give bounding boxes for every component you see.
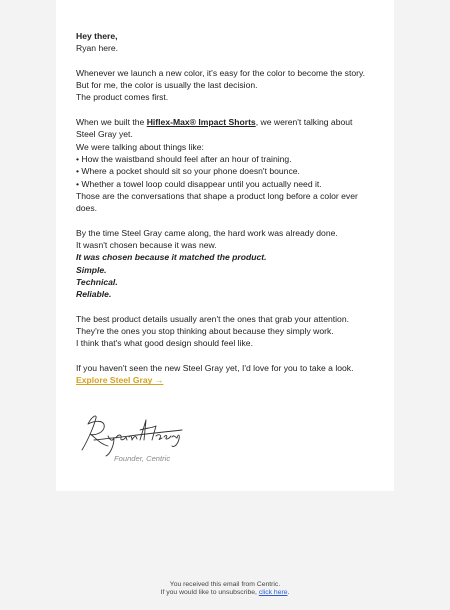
email-card — [56, 0, 394, 491]
para3-line: By the time Steel Gray came along, the hard work was already done. — [76, 227, 338, 238]
footer-line — [0, 589, 450, 597]
emphasis-line: It was chosen because it matched the product. — [76, 252, 267, 263]
para2-before: When we built the — [76, 117, 147, 128]
para1-line: But for me, the color is usually the last decision. — [76, 80, 258, 91]
product-link[interactable]: Hiflex-Max® Impact Shorts — [146, 117, 256, 128]
para2-line: We were talking about things like: — [76, 141, 204, 152]
footer-line: You received this email from Centric. — [169, 581, 281, 588]
bullet-item: • How the waistband should feel after an hour of training. — [76, 153, 292, 164]
greeting: Hey there, — [76, 31, 118, 41]
signature-image — [74, 410, 184, 458]
footer-period: . — [287, 589, 290, 597]
para1-line: The product comes first. — [76, 92, 169, 103]
para4-line: They're the ones you stop thinking about because they simply work. — [76, 326, 334, 337]
unsubscribe-link[interactable]: click here — [258, 589, 288, 597]
emphasis-line: Simple. — [76, 264, 107, 275]
bullet-item: • Where a pocket should sit so your phone doesn't bounce. — [76, 166, 300, 177]
email-body — [76, 30, 368, 387]
signature-role: Founder, Centric — [114, 454, 171, 463]
emphasis-line: Reliable. — [76, 289, 112, 300]
para3-line: It wasn't chosen because it was new. — [76, 240, 217, 251]
bullet-item: • Whether a towel loop could disappear until you actually need it. — [76, 178, 322, 189]
para4-line: The best product details usually aren't the ones that grab your attention. — [76, 313, 349, 324]
emphasis-line: Technical. — [76, 276, 118, 287]
para2-line — [76, 116, 368, 141]
para5: If you haven't seen the new Steel Gray yet, I'd love for you to take a look. — [76, 363, 354, 374]
para4-line: I think that's what good design should feel like. — [76, 338, 253, 349]
para2-close: Those are the conversations that shape a product long before a color ever does. — [76, 190, 358, 214]
para1-line: Whenever we launch a new color, it's easy for the color to become the story. — [76, 67, 366, 78]
email-footer — [0, 581, 450, 597]
explore-cta-link[interactable]: Explore Steel Gray → — [76, 375, 164, 386]
para2-after: , we weren't talking about Steel Gray yet. — [76, 117, 353, 140]
footer-unsubscribe-text: If you would like to unsubscribe, — [160, 589, 259, 597]
intro: Ryan here. — [76, 43, 119, 54]
